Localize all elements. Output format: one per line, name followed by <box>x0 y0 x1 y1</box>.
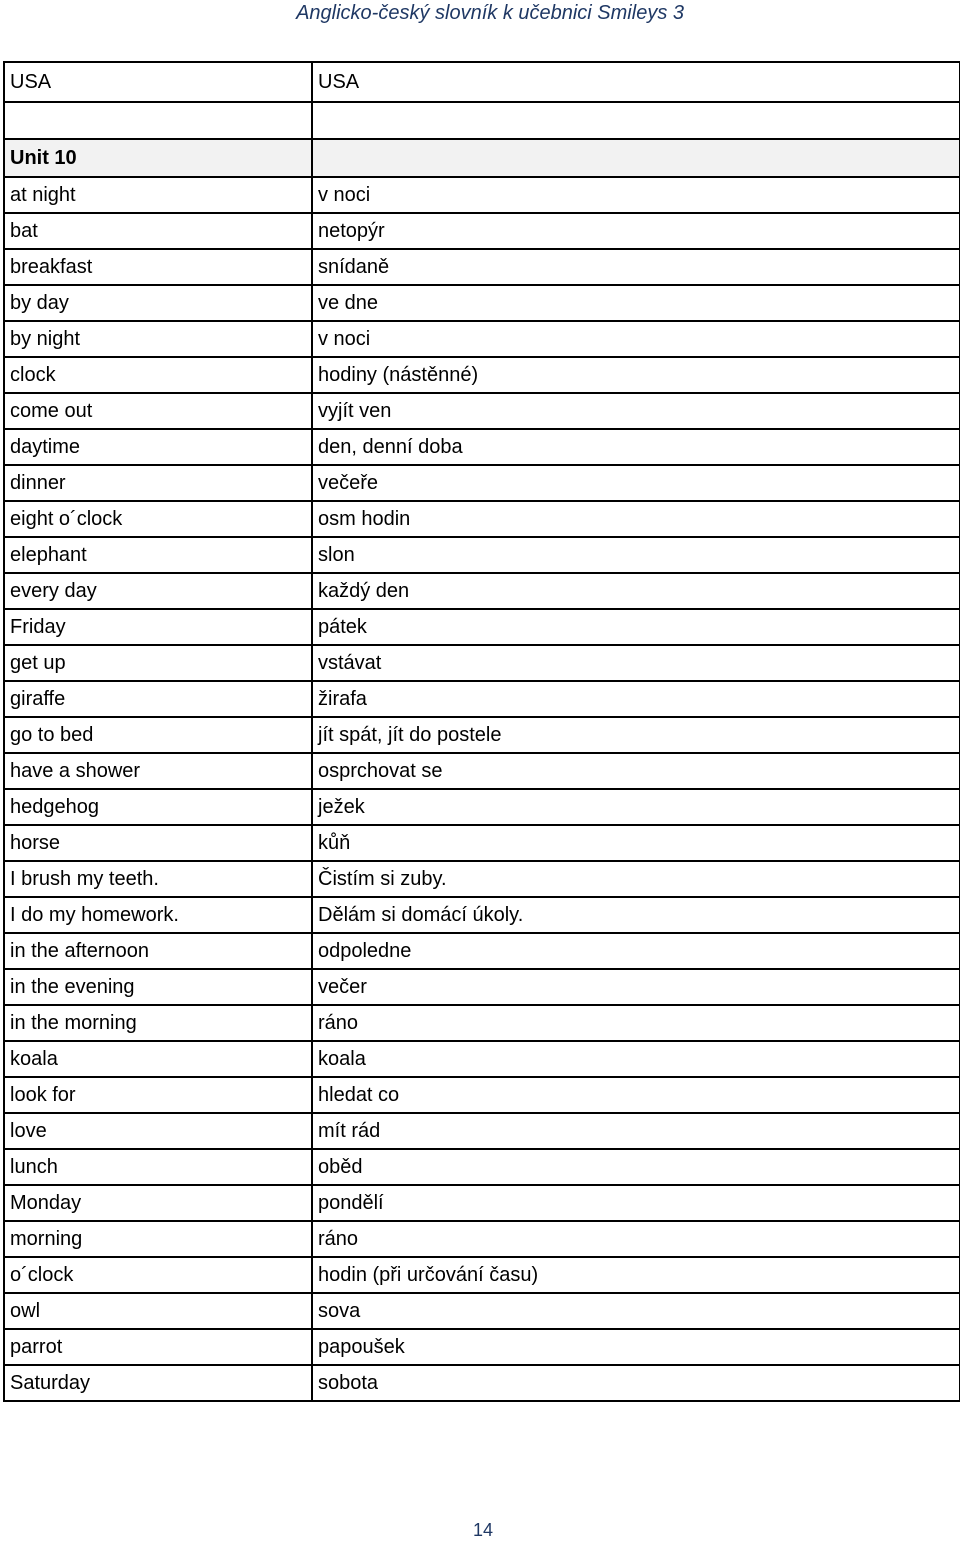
unit-title: Unit 10 <box>4 139 312 177</box>
english-term: love <box>4 1113 312 1149</box>
czech-translation: netopýr <box>312 213 960 249</box>
table-row <box>4 753 960 789</box>
english-term: at night <box>4 177 312 213</box>
table-row <box>4 1293 960 1329</box>
table-row <box>4 213 960 249</box>
table-row <box>4 897 960 933</box>
english-term: bat <box>4 213 312 249</box>
english-term: clock <box>4 357 312 393</box>
table-row <box>4 1329 960 1365</box>
english-term: giraffe <box>4 681 312 717</box>
table-row <box>4 969 960 1005</box>
english-term: horse <box>4 825 312 861</box>
czech-translation: žirafa <box>312 681 960 717</box>
english-term: o´clock <box>4 1257 312 1293</box>
czech-translation: osm hodin <box>312 501 960 537</box>
czech-translation: papoušek <box>312 1329 960 1365</box>
table-row <box>4 249 960 285</box>
table-row <box>4 537 960 573</box>
english-term: hedgehog <box>4 789 312 825</box>
column-header-czech: USA <box>312 62 960 102</box>
english-term: in the morning <box>4 1005 312 1041</box>
czech-translation: hodin (při určování času) <box>312 1257 960 1293</box>
czech-translation: odpoledne <box>312 933 960 969</box>
table-row <box>4 357 960 393</box>
czech-translation: v noci <box>312 321 960 357</box>
table-row <box>4 1113 960 1149</box>
czech-translation: pondělí <box>312 1185 960 1221</box>
english-term: lunch <box>4 1149 312 1185</box>
table-row <box>4 1005 960 1041</box>
english-term: dinner <box>4 465 312 501</box>
english-term: have a shower <box>4 753 312 789</box>
english-term: Friday <box>4 609 312 645</box>
table-row <box>4 1149 960 1185</box>
empty-cell <box>312 102 960 139</box>
czech-translation: ráno <box>312 1005 960 1041</box>
table-row <box>4 429 960 465</box>
table-row <box>4 285 960 321</box>
czech-translation: ježek <box>312 789 960 825</box>
vocabulary-table-body <box>4 62 960 1401</box>
table-row <box>4 321 960 357</box>
table-row <box>4 1365 960 1401</box>
table-row <box>4 1077 960 1113</box>
table-row <box>4 1041 960 1077</box>
english-term: by day <box>4 285 312 321</box>
english-term: Monday <box>4 1185 312 1221</box>
empty-cell <box>312 139 960 177</box>
english-term: get up <box>4 645 312 681</box>
english-term: elephant <box>4 537 312 573</box>
table-row <box>4 717 960 753</box>
czech-translation: slon <box>312 537 960 573</box>
english-term: owl <box>4 1293 312 1329</box>
spacer-row <box>4 102 960 139</box>
table-row <box>4 393 960 429</box>
czech-translation: hodiny (nástěnné) <box>312 357 960 393</box>
table-row <box>4 177 960 213</box>
czech-translation: koala <box>312 1041 960 1077</box>
czech-translation: ráno <box>312 1221 960 1257</box>
czech-translation: ve dne <box>312 285 960 321</box>
page-header-title: Anglicko-český slovník k učebnici Smileys 3 <box>296 2 684 24</box>
czech-translation: snídaně <box>312 249 960 285</box>
english-term: look for <box>4 1077 312 1113</box>
english-term: go to bed <box>4 717 312 753</box>
page-number: 14 <box>472 1520 494 1540</box>
czech-translation: vstávat <box>312 645 960 681</box>
english-term: breakfast <box>4 249 312 285</box>
table-row <box>4 861 960 897</box>
czech-translation: večer <box>312 969 960 1005</box>
table-row <box>4 465 960 501</box>
czech-translation: pátek <box>312 609 960 645</box>
czech-translation: sobota <box>312 1365 960 1401</box>
empty-cell <box>4 102 312 139</box>
czech-translation: Dělám si domácí úkoly. <box>312 897 960 933</box>
table-row <box>4 789 960 825</box>
czech-translation: oběd <box>312 1149 960 1185</box>
czech-translation: každý den <box>312 573 960 609</box>
english-term: Saturday <box>4 1365 312 1401</box>
table-row <box>4 573 960 609</box>
table-row <box>4 681 960 717</box>
table-row <box>4 933 960 969</box>
header-row <box>4 62 960 102</box>
english-term: eight o´clock <box>4 501 312 537</box>
english-term: daytime <box>4 429 312 465</box>
english-term: in the evening <box>4 969 312 1005</box>
czech-translation: den, denní doba <box>312 429 960 465</box>
czech-translation: mít rád <box>312 1113 960 1149</box>
table-row <box>4 501 960 537</box>
czech-translation: v noci <box>312 177 960 213</box>
czech-translation: jít spát, jít do postele <box>312 717 960 753</box>
czech-translation: vyjít ven <box>312 393 960 429</box>
table-row <box>4 1257 960 1293</box>
english-term: morning <box>4 1221 312 1257</box>
english-term: I brush my teeth. <box>4 861 312 897</box>
table-row <box>4 1221 960 1257</box>
english-term: by night <box>4 321 312 357</box>
english-term: in the afternoon <box>4 933 312 969</box>
table-row <box>4 1185 960 1221</box>
czech-translation: kůň <box>312 825 960 861</box>
czech-translation: Čistím si zuby. <box>312 861 960 897</box>
czech-translation: sova <box>312 1293 960 1329</box>
english-term: every day <box>4 573 312 609</box>
english-term: koala <box>4 1041 312 1077</box>
english-term: I do my homework. <box>4 897 312 933</box>
english-term: parrot <box>4 1329 312 1365</box>
table-row <box>4 825 960 861</box>
vocabulary-table <box>3 61 960 1402</box>
czech-translation: osprchovat se <box>312 753 960 789</box>
unit-title-row <box>4 139 960 177</box>
english-term: come out <box>4 393 312 429</box>
czech-translation: večeře <box>312 465 960 501</box>
table-row <box>4 609 960 645</box>
column-header-english: USA <box>4 62 312 102</box>
table-row <box>4 645 960 681</box>
czech-translation: hledat co <box>312 1077 960 1113</box>
